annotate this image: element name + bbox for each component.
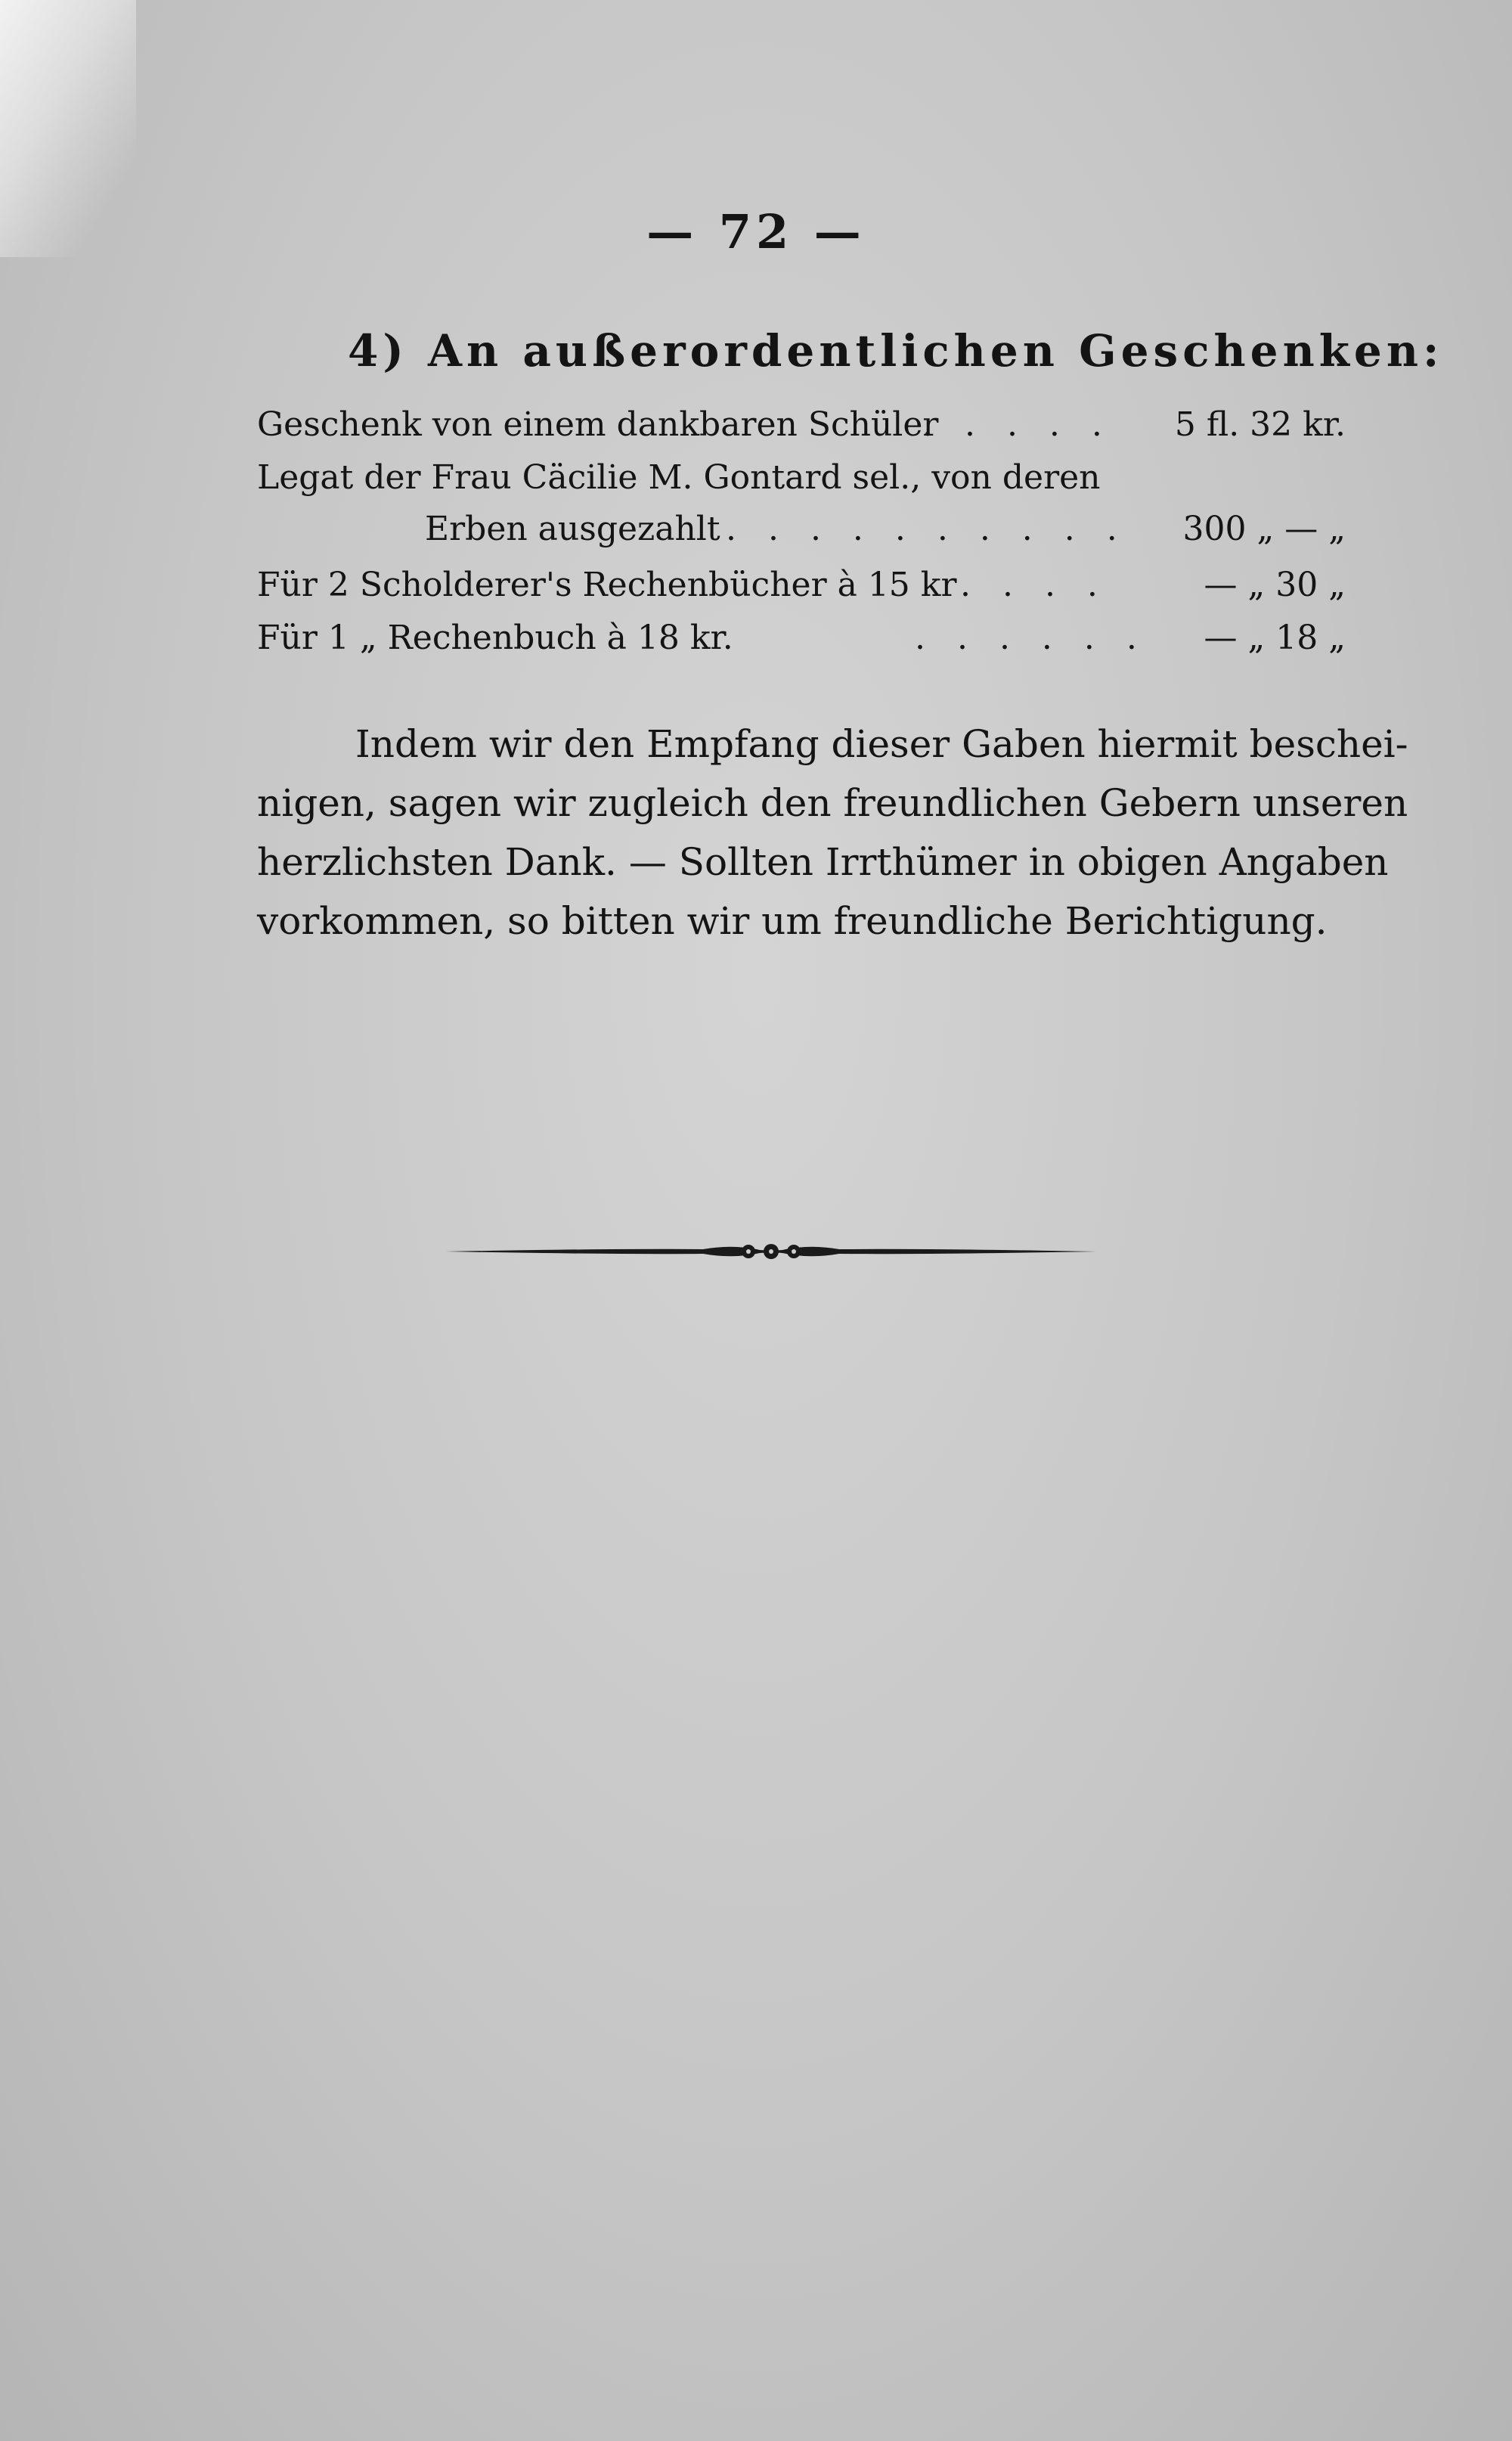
entry-amount: — „ 30 „ bbox=[1204, 566, 1346, 604]
ledger-entry bbox=[257, 505, 1346, 554]
entry-leader-dots: . . . . . . bbox=[915, 619, 1148, 657]
paragraph-line: herzlichsten Dank. — Sollten Irrthümer in obigen Angaben bbox=[257, 840, 1389, 884]
entry-label: Für 1 „ Rechenbuch à 18 kr. bbox=[257, 619, 733, 657]
ornament-divider-icon bbox=[446, 1233, 1096, 1270]
paragraph-line: Indem wir den Empfang dieser Gaben hiermit beschei- bbox=[355, 722, 1408, 766]
ledger-entry bbox=[257, 561, 1346, 609]
entry-amount: 300 „ — „ bbox=[1182, 510, 1346, 548]
page-number: — 72 — bbox=[646, 204, 866, 259]
entry-label: Für 2 Scholderer's Rechenbücher à 15 kr bbox=[257, 566, 957, 604]
ledger-entry bbox=[257, 401, 1346, 449]
section-heading: 4) An außerordentlichen Geschenken: bbox=[348, 325, 1444, 377]
entry-leader-dots: . . . . . . . . . . bbox=[726, 510, 1128, 548]
entry-label: Geschenk von einem dankbaren Schüler bbox=[257, 405, 939, 444]
entry-amount: 5 fl. 32 kr. bbox=[1174, 405, 1346, 444]
ledger-entry bbox=[257, 454, 1346, 502]
entry-leader-dots: . . . . bbox=[960, 566, 1108, 604]
entry-leader-dots: . . . . . bbox=[922, 405, 1113, 444]
paragraph-line: nigen, sagen wir zugleich den freundlichen Gebern unseren bbox=[257, 781, 1408, 825]
entry-label: Erben ausgezahlt bbox=[425, 510, 720, 548]
ledger-entry bbox=[257, 614, 1346, 662]
paragraph-line: vorkommen, so bitten wir um freundliche Berichtigung. bbox=[257, 899, 1328, 943]
entry-amount: — „ 18 „ bbox=[1204, 619, 1346, 657]
closing-paragraph bbox=[257, 715, 1408, 951]
entry-label: Legat der Frau Cäcilie M. Gontard sel., von deren bbox=[257, 458, 1101, 497]
